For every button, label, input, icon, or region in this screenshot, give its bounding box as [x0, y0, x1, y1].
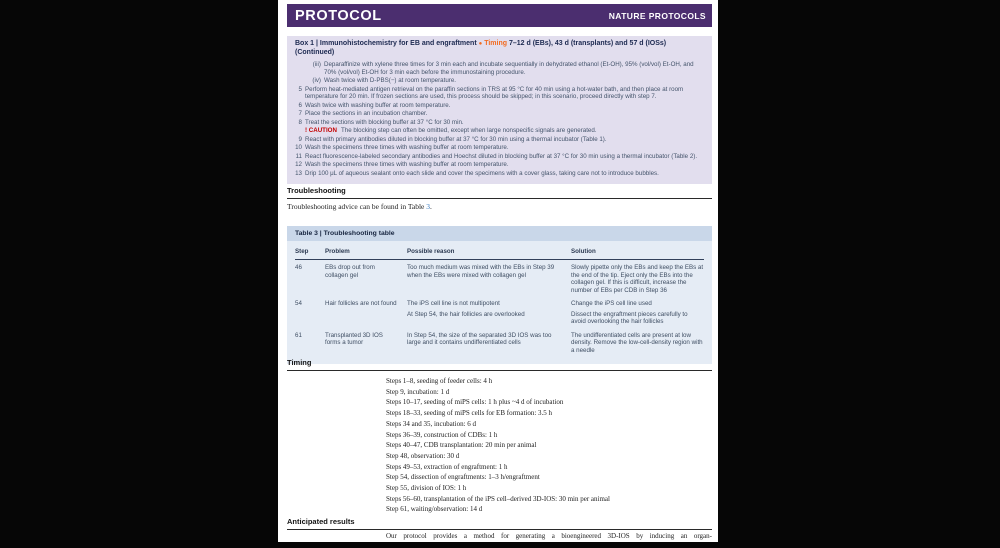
- timing-item: Steps 36–39, construction of CDBs: 1 h: [386, 430, 498, 439]
- step-marker: 11: [295, 152, 302, 160]
- step-marker: 13: [295, 169, 302, 177]
- step-text: Wash the specimens three times with washing buffer at room temperature.: [305, 161, 509, 168]
- timing-item: Steps 18–33, seeding of miPS cells for EB formation: 3.5 h: [386, 409, 553, 418]
- step-text: Wash the specimens three times with washing buffer at room temperature.: [305, 144, 509, 151]
- protocol-step: [293, 119, 704, 127]
- protocol-step: [293, 110, 704, 118]
- step-text: Deparaffinize with xylene three times for 3 min each and incubate sequentially in dehydrated ethanol (Et-OH), 95% (vol/vol) Et-OH, and 70% (vol/vol) Et-OH for 3 min each before the immunostaining procedure.: [324, 61, 694, 76]
- step-marker: 8: [298, 118, 302, 126]
- table-row: [295, 260, 704, 296]
- masthead: [287, 4, 712, 27]
- box1-title-prefix: Box 1 | Immunohistochemistry for EB and engraftment: [295, 40, 477, 47]
- paper-page: [278, 0, 718, 542]
- protocol-step: [293, 102, 704, 110]
- protocol-step: [293, 170, 704, 178]
- step-marker: 7: [298, 110, 302, 117]
- step-marker: (iv): [312, 77, 321, 84]
- protocol-step: [305, 127, 704, 135]
- step-text: Wash twice with washing buffer at room temperature.: [305, 101, 451, 109]
- protocol-banner: PROTOCOL: [295, 7, 382, 24]
- bottom-crop-bar: [0, 542, 1000, 548]
- box1-title: [293, 40, 704, 57]
- protocol-step: [293, 136, 704, 144]
- anticipated-results-paragraph: Our protocol provides a method for generating a bioengineered 3D-IOS by inducing an organ-: [386, 532, 712, 540]
- step-text: The blocking step can often be omitted, except when large nonspecific signals are generated.: [340, 127, 597, 134]
- step-text: Place the sections in an incubation chamber.: [305, 110, 428, 117]
- step-marker: 12: [295, 161, 302, 168]
- box1-steps: [293, 61, 704, 177]
- table3: [287, 226, 712, 364]
- timing-item: Steps 34 and 35, incubation: 6 d: [386, 419, 477, 428]
- step-text: React with primary antibodies diluted in blocking buffer at 37 °C for 30 min using a thermal incubator (Table 1).: [305, 135, 607, 143]
- cell-solution: Slowly pipette only the EBs and keep the EBs at the end of the tip. Eject only the EBs into the collagen gel. If this is difficult, increase the number of EBs per CDB in Step 36: [571, 264, 704, 294]
- col-possible-reason: Possible reason: [407, 248, 455, 255]
- timing-item: Step 61, waiting/observation: 14 d: [386, 505, 483, 514]
- table3-rows: [295, 260, 704, 356]
- troubleshooting-text: Troubleshooting advice can be found in Table: [287, 202, 427, 211]
- col-solution: Solution: [571, 248, 596, 255]
- step-text: Wash twice with D-PBS(−) at room temperature.: [324, 77, 456, 84]
- col-step: Step: [295, 248, 309, 255]
- table-row: [295, 296, 704, 328]
- cell-solution: The undifferentiated cells are present at low density. Remove the low-cell-density region with a needle: [571, 331, 703, 354]
- protocol-step: [293, 86, 704, 101]
- step-marker: 5: [298, 85, 302, 93]
- timing-item: Steps 10–17, seeding of miPS cells: 1 h plus ~4 d of incubation: [386, 398, 564, 407]
- table-row: [295, 328, 704, 356]
- step-text: React fluorescence-labeled secondary antibodies and Hoechst diluted in blocking buffer at 37 °C for 30 min using a thermal incubator (Table 2).: [305, 152, 698, 160]
- cell-problem: EBs drop out from collagen gel: [325, 264, 375, 279]
- cell-problem: Hair follicles are not found: [325, 300, 397, 308]
- table3-body: [287, 241, 712, 364]
- protocol-step: [293, 161, 704, 169]
- box1-timing-label: Timing: [484, 40, 508, 47]
- step-marker: ! CAUTION: [305, 127, 337, 134]
- timing-item: Steps 1–8, seeding of feeder cells: 4 h: [386, 377, 493, 385]
- table3-title: Table 3 | Troubleshooting table: [287, 226, 712, 241]
- step-marker: (iii): [312, 61, 321, 68]
- protocol-step: [293, 153, 704, 161]
- timing-item: Step 54, dissection of engraftments: 1–3 h/engraftment: [386, 473, 540, 482]
- troubleshooting-text-end: .: [430, 202, 432, 211]
- step-text: Drip 100 μL of aqueous sealant onto each slide and cover the specimens with a cover glass, taking care not to introduce bubbles.: [305, 169, 659, 177]
- box1-title-suffix: 7–12 d (EBs), 43 d (transplants) and 57 d (IOSs) (Continued): [295, 40, 667, 56]
- troubleshooting-heading: Troubleshooting: [287, 186, 712, 199]
- cell-step: 46: [295, 264, 302, 272]
- table3-link[interactable]: 3: [426, 202, 430, 211]
- step-marker: 9: [298, 135, 302, 143]
- timing-item: Step 48, observation: 30 d: [386, 451, 460, 460]
- journal-name: NATURE PROTOCOLS: [608, 10, 706, 21]
- troubleshooting-paragraph: [287, 202, 712, 211]
- timing-item: Steps 40–47, CDB transplantation: 20 min per animal: [386, 441, 537, 450]
- anticipated-results-heading: Anticipated results: [287, 517, 712, 530]
- table3-header-row: [295, 241, 704, 260]
- cell-step: 61: [295, 331, 302, 339]
- timing-bullet-icon: ●: [478, 41, 483, 47]
- cell-solution: Change the iPS cell line used Dissect the engraftment pieces carefully to avoid overlooking the hair follicles: [571, 300, 688, 326]
- step-marker: 10: [295, 144, 302, 151]
- protocol-step: [305, 77, 704, 85]
- cell-step: 54: [295, 300, 302, 308]
- protocol-step: [293, 144, 704, 152]
- timing-item: Steps 56–60, transplantation of the iPS cell–derived 3D-IOS: 30 min per animal: [386, 494, 610, 503]
- cell-reason: Too much medium was mixed with the EBs in Step 39 when the EBs were mixed with collagen gel: [407, 264, 555, 279]
- box1-panel: [287, 36, 712, 184]
- timing-item: Step 55, division of IOS: 1 h: [386, 484, 467, 493]
- timing-heading: Timing: [287, 358, 712, 371]
- cell-problem: Transplanted 3D IOS forms a tumor: [325, 331, 383, 347]
- step-marker: 6: [298, 101, 302, 109]
- step-text: Treat the sections with blocking buffer at 37 °C for 30 min.: [305, 118, 464, 126]
- timing-item: Step 9, incubation: 1 d: [386, 387, 450, 396]
- timing-list: [386, 376, 712, 515]
- timing-item: Steps 49–53, extraction of engraftment: 1 h: [386, 462, 508, 471]
- step-text: Perform heat-mediated antigen retrieval on the paraffin sections in TRS at 95 °C for 40 min using a hot-water bath, and then place at room temperature for 20 min. If frozen sections are used, this process should be skipped; in this scenario, proceed directly with step 7.: [305, 85, 684, 100]
- col-problem: Problem: [325, 248, 350, 255]
- cell-reason: The iPS cell line is not multipotent At Step 54, the hair follicles are overlooked: [407, 300, 525, 318]
- protocol-step: [305, 61, 704, 76]
- cell-reason: In Step 54, the size of the separated 3D IOS was too large and it contains undifferentiated cells: [407, 331, 552, 347]
